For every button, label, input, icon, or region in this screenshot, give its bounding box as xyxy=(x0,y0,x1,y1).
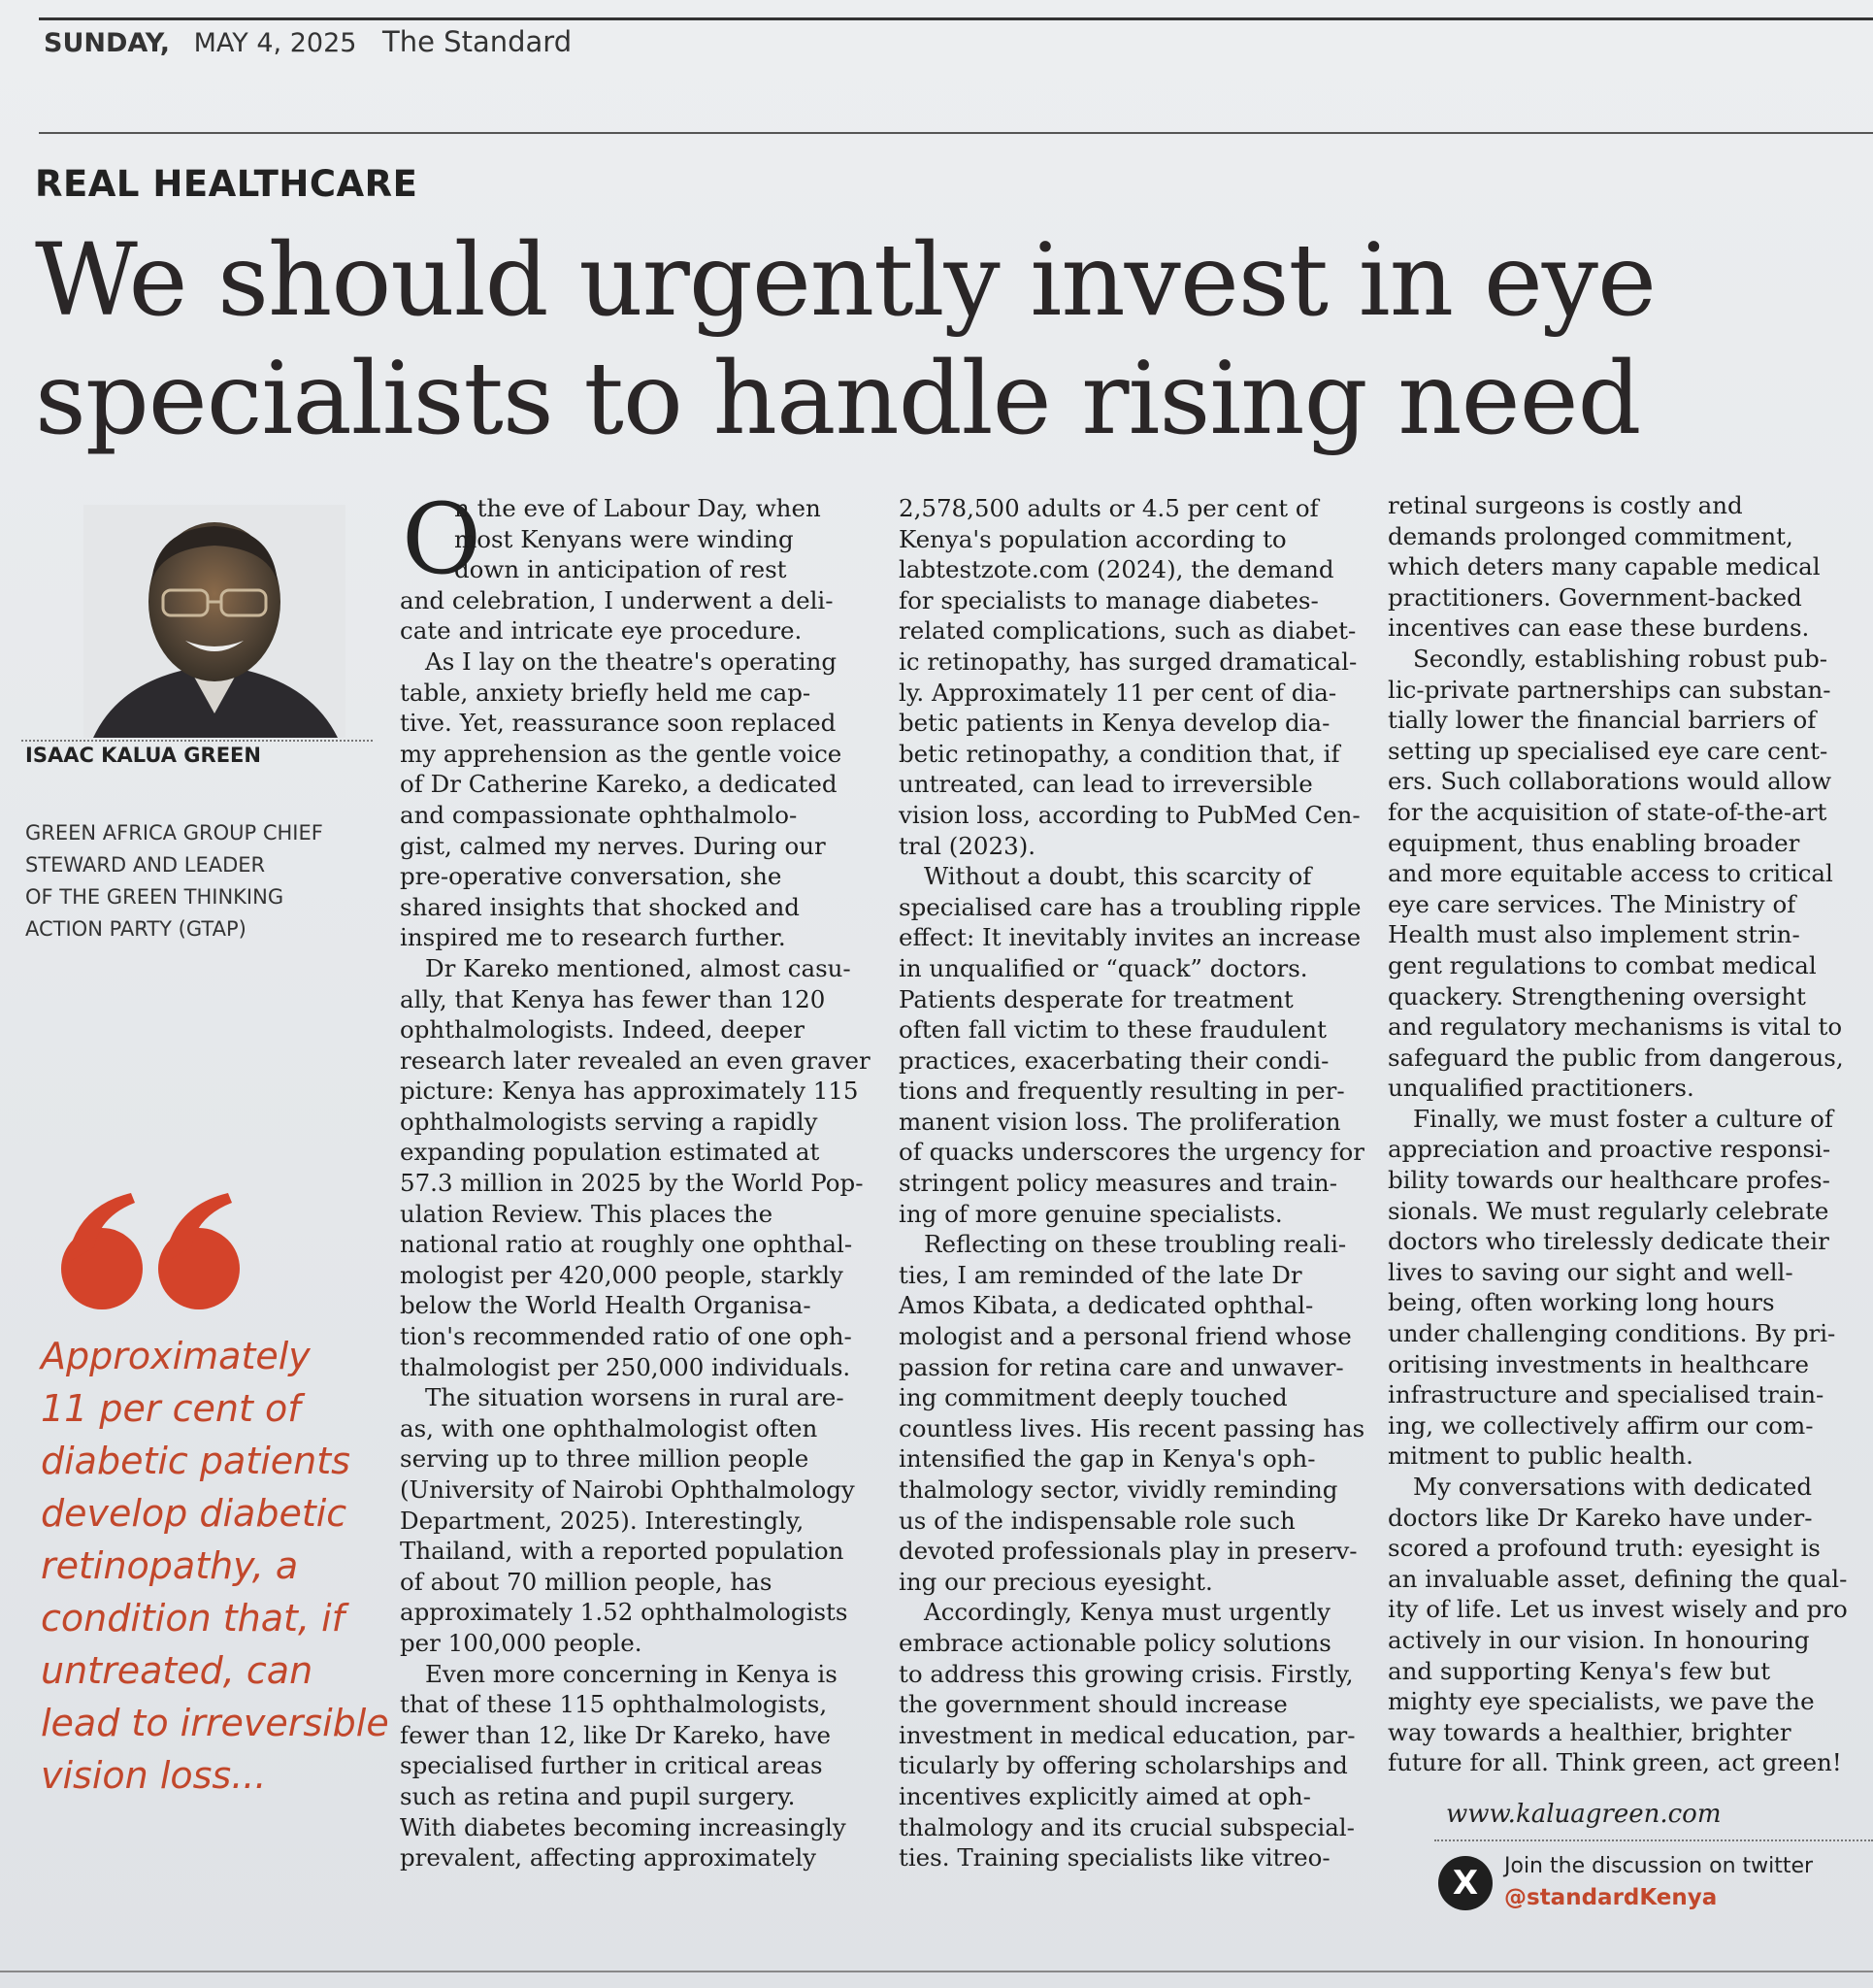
author-bio xyxy=(25,817,384,945)
body-text-line: the government should increase xyxy=(899,1690,1288,1719)
pull-quote-line: condition that, if xyxy=(41,1597,345,1640)
body-text-line: ally, that Kenya has fewer than 120 xyxy=(400,984,826,1013)
headline xyxy=(35,221,1859,458)
body-text-line: quackery. Strengthening oversight xyxy=(1388,981,1806,1011)
headline-line-1: We should urgently invest in eye xyxy=(35,222,1656,339)
body-text-line: mighty eye specialists, we pave the xyxy=(1388,1687,1815,1716)
body-text-line: picture: Kenya has approximately 115 xyxy=(400,1077,859,1106)
bio-line: OF THE GREEN THINKING xyxy=(25,885,284,909)
body-text-line: Finally, we must foster a culture of xyxy=(1413,1104,1833,1133)
body-text-line: incentives can ease these burdens. xyxy=(1388,613,1810,643)
body-text-line: incentives explicitly aimed at oph- xyxy=(899,1781,1311,1810)
body-text-line: doctors like Dr Kareko have under- xyxy=(1388,1503,1813,1532)
body-text-line: ties, I am reminded of the late Dr xyxy=(899,1260,1302,1289)
pull-quote-line: 11 per cent of xyxy=(41,1387,301,1430)
body-text-line: research later revealed an even graver xyxy=(400,1045,871,1075)
body-text-line: and supporting Kenya's few but xyxy=(1388,1656,1771,1685)
body-text-line: of Dr Catherine Kareko, a dedicated xyxy=(400,770,838,799)
body-text-line: Accordingly, Kenya must urgently xyxy=(924,1598,1331,1627)
body-text-line: devoted professionals play in preserv- xyxy=(899,1537,1358,1566)
body-text-line: of quacks underscores the urgency for xyxy=(899,1138,1364,1167)
body-text-line: gist, calmed my nerves. During our xyxy=(400,831,826,860)
pull-quote-line: lead to irreversible xyxy=(41,1702,389,1744)
body-text-line: equipment, thus enabling broader xyxy=(1388,828,1800,857)
body-text-line: ing our precious eyesight. xyxy=(899,1567,1213,1596)
body-text-line: tion's recommended ratio of one oph- xyxy=(400,1322,852,1351)
body-text-line: Without a doubt, this scarcity of xyxy=(924,862,1312,891)
body-text-line: ing, we collectively affirm our com- xyxy=(1388,1410,1814,1440)
body-text-line: ties. Training specialists like vitreo- xyxy=(899,1843,1331,1872)
body-text-line: demands prolonged commitment, xyxy=(1388,521,1793,550)
body-text-line: passion for retina care and unwaver- xyxy=(899,1352,1344,1381)
body-text-line: ophthalmologists. Indeed, deeper xyxy=(400,1015,805,1044)
body-text-line: pre-operative conversation, she xyxy=(400,862,782,891)
pull-quote xyxy=(41,1330,390,1802)
body-text-line: bility towards our healthcare profes- xyxy=(1388,1166,1830,1195)
body-text-line: Reflecting on these troubling reali- xyxy=(924,1230,1347,1259)
pull-quote-line: untreated, can xyxy=(41,1649,313,1692)
body-text-line: inspired me to research further. xyxy=(400,923,786,952)
bio-line: STEWARD AND LEADER xyxy=(25,853,266,877)
body-text-line: gent regulations to combat medical xyxy=(1388,950,1817,979)
body-text-line: ing commitment deeply touched xyxy=(899,1383,1288,1412)
body-text-line: my apprehension as the gentle voice xyxy=(400,739,842,768)
body-text-line: As I lay on the theatre's operating xyxy=(425,646,838,676)
folio-day: SUNDAY, xyxy=(44,28,171,58)
body-column-2 xyxy=(899,493,1364,1873)
body-text-line: n the eve of Labour Day, when xyxy=(454,494,821,522)
body-text-line: labtestzote.com (2024), the demand xyxy=(899,555,1334,584)
body-text-line: ers. Such collaborations would allow xyxy=(1388,767,1832,796)
body-text-line: practices, exacerbating their condi- xyxy=(899,1045,1330,1075)
body-text-line: thalmologist per 250,000 individuals. xyxy=(400,1352,851,1381)
body-text-line: that of these 115 ophthalmologists, xyxy=(400,1690,828,1719)
folio-paper: The Standard xyxy=(382,25,573,58)
body-text-line: for specialists to manage diabetes- xyxy=(899,585,1319,614)
body-text-line: betic patients in Kenya develop dia- xyxy=(899,709,1331,738)
body-text-line: retinal surgeons is costly and xyxy=(1388,491,1743,519)
body-text-line: an invaluable asset, defining the qual- xyxy=(1388,1564,1848,1593)
body-text-line: and celebration, I underwent a deli- xyxy=(400,585,834,614)
body-text-line: related complications, such as diabet- xyxy=(899,616,1357,646)
body-text-line: ophthalmologists serving a rapidly xyxy=(400,1107,818,1136)
body-text-line: unqualified practitioners. xyxy=(1388,1074,1694,1103)
body-text-line: doctors who tirelessly dedicate their xyxy=(1388,1227,1829,1256)
body-text-line: 57.3 million in 2025 by the World Pop- xyxy=(400,1169,864,1198)
bottom-rule xyxy=(0,1971,1873,1972)
body-text-line: ing of more genuine specialists. xyxy=(899,1199,1283,1228)
x-logo-icon: X xyxy=(1438,1856,1493,1910)
body-text-line: tions and frequently resulting in per- xyxy=(899,1077,1345,1106)
headline-line-2: specialists to handle rising need xyxy=(35,341,1641,457)
body-text-line: stringent policy measures and train- xyxy=(899,1169,1337,1198)
top-rule xyxy=(39,17,1873,20)
body-text-line: of about 70 million people, has xyxy=(400,1567,772,1596)
pull-quote-line: develop diabetic xyxy=(41,1492,347,1535)
body-text-line: tral (2023). xyxy=(899,831,1036,860)
section-kicker: REAL HEALTHCARE xyxy=(35,163,418,205)
body-text-line: My conversations with dedicated xyxy=(1413,1473,1813,1501)
author-portrait xyxy=(83,505,345,738)
body-text-line: 2,578,500 adults or 4.5 per cent of xyxy=(899,494,1319,522)
body-text-line: intensified the gap in Kenya's oph- xyxy=(899,1444,1316,1474)
body-text-line: betic retinopathy, a condition that, if xyxy=(899,739,1340,768)
folio-date: MAY 4, 2025 xyxy=(193,28,357,58)
body-text-line: thalmology and its crucial subspecial- xyxy=(899,1812,1355,1841)
body-text-line: Patients desperate for treatment xyxy=(899,984,1294,1013)
body-text-line: mologist per 420,000 people, starkly xyxy=(400,1260,843,1289)
body-column-1 xyxy=(400,482,871,1873)
body-text-line: ity of life. Let us invest wisely and pro xyxy=(1388,1595,1848,1624)
body-text-line: specialised further in critical areas xyxy=(400,1751,823,1780)
body-text-line: eye care services. The Ministry of xyxy=(1388,889,1796,918)
drop-cap: O xyxy=(402,482,481,596)
body-text-line: Even more concerning in Kenya is xyxy=(425,1659,838,1688)
body-text-line: such as retina and pupil surgery. xyxy=(400,1781,796,1810)
twitter-handle: @standardKenya xyxy=(1504,1885,1718,1910)
body-text-line: Department, 2025). Interestingly, xyxy=(400,1506,805,1535)
body-text-line: countless lives. His recent passing has xyxy=(899,1413,1365,1442)
body-text-line: Amos Kibata, a dedicated ophthal- xyxy=(899,1291,1314,1320)
body-text-line: ulation Review. This places the xyxy=(400,1199,773,1228)
body-text-line: lives to saving our sight and well- xyxy=(1388,1257,1793,1286)
author-name: ISAAC KALUA GREEN xyxy=(25,744,261,767)
body-text-line: investment in medical education, par- xyxy=(899,1720,1356,1749)
body-text-line: prevalent, affecting approximately xyxy=(400,1843,816,1872)
section-rule xyxy=(39,132,1873,134)
body-text-line: under challenging conditions. By pri- xyxy=(1388,1319,1836,1348)
body-text-line: setting up specialised eye care cent- xyxy=(1388,736,1828,765)
body-text-line: actively in our vision. In honouring xyxy=(1388,1625,1810,1654)
body-text-line: ticularly by offering scholarships and xyxy=(899,1751,1348,1780)
body-text-line: appreciation and proactive responsi- xyxy=(1388,1135,1831,1164)
body-text-line: sionals. We must regularly celebrate xyxy=(1388,1196,1829,1225)
website-signoff: www.kaluagreen.com xyxy=(1446,1800,1722,1829)
pull-quote-line: Approximately xyxy=(41,1335,311,1377)
body-text-line: tive. Yet, reassurance soon replaced xyxy=(400,709,837,738)
body-text-line: thalmology sector, vividly reminding xyxy=(899,1475,1338,1504)
body-text-line: serving up to three million people xyxy=(400,1444,809,1474)
body-text-line: vision loss, according to PubMed Cen- xyxy=(899,800,1361,829)
pull-quote-line: vision loss... xyxy=(41,1754,267,1797)
body-text-line: expanding population estimated at xyxy=(400,1138,820,1167)
body-text-line: scored a profound truth: eyesight is xyxy=(1388,1534,1821,1563)
body-text-line: way towards a healthier, brighter xyxy=(1388,1717,1791,1746)
body-text-line: Dr Kareko mentioned, almost casu- xyxy=(425,953,851,982)
pull-quote-line: diabetic patients xyxy=(41,1440,350,1482)
body-text-line: untreated, can lead to irreversible xyxy=(899,770,1313,799)
body-text-line: safeguard the public from dangerous, xyxy=(1388,1043,1844,1072)
body-text-line: and compassionate ophthalmolo- xyxy=(400,800,798,829)
body-column-3 xyxy=(1388,490,1863,1778)
body-text-line: lic-private partnerships can substan- xyxy=(1388,675,1831,704)
body-text-line: most Kenyans were winding xyxy=(454,524,794,553)
body-text-line: With diabetes becoming increasingly xyxy=(400,1812,846,1841)
body-text-line: approximately 1.52 ophthalmologists xyxy=(400,1598,848,1627)
body-text-line: often fall victim to these fraudulent xyxy=(899,1015,1327,1044)
body-text-line: The situation worsens in rural are- xyxy=(425,1383,844,1412)
body-text-line: ly. Approximately 11 per cent of dia- xyxy=(899,678,1337,707)
body-text-line: and regulatory mechanisms is vital to xyxy=(1388,1012,1843,1042)
body-text-line: future for all. Think green, act green! xyxy=(1388,1748,1842,1777)
body-text-line: national ratio at roughly one ophthal- xyxy=(400,1230,853,1259)
body-text-line: (University of Nairobi Ophthalmology xyxy=(400,1475,855,1504)
body-text-line: cate and intricate eye procedure. xyxy=(400,616,803,646)
twitter-prompt: Join the discussion on twitter xyxy=(1504,1854,1814,1878)
bio-line: GREEN AFRICA GROUP CHIEF xyxy=(25,821,323,845)
body-text-line: down in anticipation of rest xyxy=(454,555,787,584)
body-text-line: table, anxiety briefly held me cap- xyxy=(400,678,811,707)
body-text-line: ic retinopathy, has surged dramatical- xyxy=(899,646,1358,676)
body-text-line: mitment to public health. xyxy=(1388,1441,1693,1471)
body-text-line: shared insights that shocked and xyxy=(400,892,800,921)
byline-rule xyxy=(21,740,373,742)
body-text-line: being, often working long hours xyxy=(1388,1288,1775,1317)
body-text-line: us of the indispensable role such xyxy=(899,1506,1296,1535)
body-text-line: infrastructure and specialised train- xyxy=(1388,1380,1824,1409)
body-text-line: oritising investments in healthcare xyxy=(1388,1349,1810,1378)
body-text-line: and more equitable access to critical xyxy=(1388,859,1833,888)
body-text-line: practitioners. Government-backed xyxy=(1388,582,1802,612)
pull-quote-line: retinopathy, a xyxy=(41,1544,299,1587)
body-text-line: manent vision loss. The proliferation xyxy=(899,1107,1341,1136)
body-text-line: which deters many capable medical xyxy=(1388,552,1821,581)
body-text-line: for the acquisition of state-of-the-art xyxy=(1388,797,1827,826)
body-text-line: fewer than 12, like Dr Kareko, have xyxy=(400,1720,832,1749)
body-text-line: tially lower the financial barriers of xyxy=(1388,706,1817,735)
body-text-line: Secondly, establishing robust pub- xyxy=(1413,644,1828,673)
bio-line: ACTION PARTY (GTAP) xyxy=(25,917,246,941)
body-text-line: mologist and a personal friend whose xyxy=(899,1322,1352,1351)
body-text-line: embrace actionable policy solutions xyxy=(899,1628,1331,1657)
body-text-line: as, with one ophthalmologist often xyxy=(400,1413,818,1442)
body-text-line: per 100,000 people. xyxy=(400,1628,642,1657)
body-text-line: Health must also implement strin- xyxy=(1388,920,1800,949)
body-text-line: effect: It inevitably invites an increase xyxy=(899,923,1362,952)
body-text-line: Kenya's population according to xyxy=(899,524,1287,553)
signoff-rule xyxy=(1434,1839,1873,1841)
quote-mark-icon xyxy=(53,1189,257,1310)
body-text-line: to address this growing crisis. Firstly, xyxy=(899,1659,1354,1688)
body-text-line: in unqualified or “quack” doctors. xyxy=(899,953,1308,982)
body-text-line: below the World Health Organisa- xyxy=(400,1291,811,1320)
folio xyxy=(44,25,572,58)
body-text-line: specialised care has a troubling ripple xyxy=(899,892,1362,921)
body-text-line: Thailand, with a reported population xyxy=(400,1537,844,1566)
